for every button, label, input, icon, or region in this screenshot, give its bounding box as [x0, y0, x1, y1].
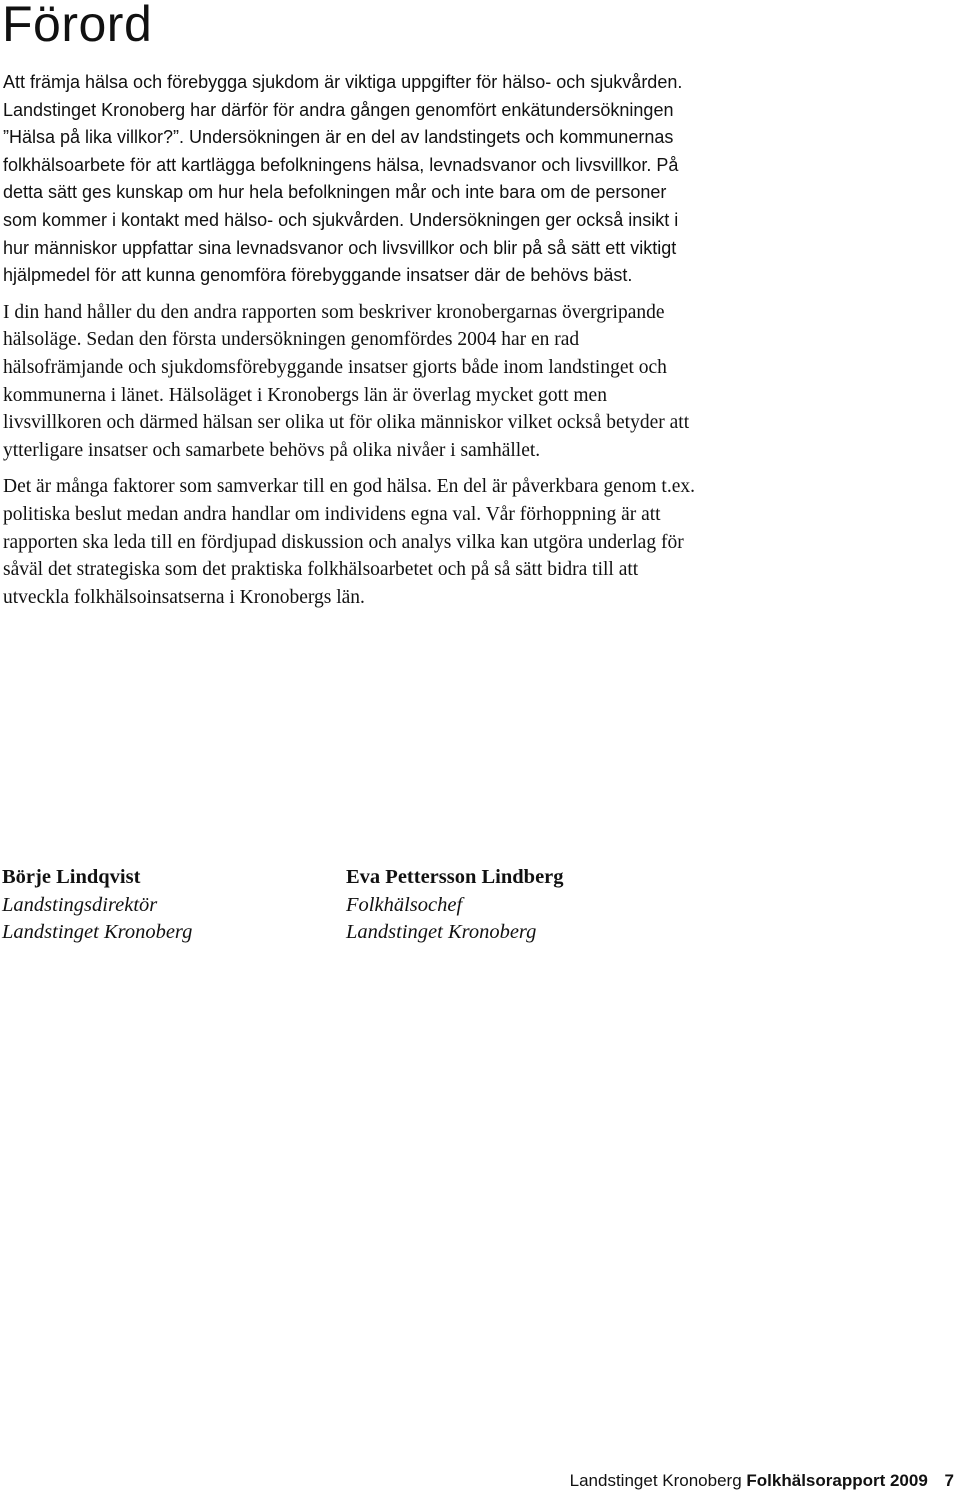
- signature-role: Landstingsdirektör: [2, 893, 158, 916]
- paragraph-intro: Att främja hälsa och förebygga sjukdom är viktiga uppgifter för hälso- och sjukvården. Landstinget Kronoberg har därför för andra gången genomfört enkätundersökningen ”Hälsa på lika villkor?”. Undersökningen är en del av landstingets och kommunernas folkhälsoarbete för att kartlägga befolkningens hälsa, levnadsvanor och livsvillkor. På detta sätt ges kunskap om hur hela befolkningen mår och inte bara om de personer som kommer i kontakt med hälso- och sjukvården. Undersökningen ger också insikt i hur människor uppfattar sina levnadsvanor och livsvillkor och blir på så sätt ett viktigt hjälpmedel för att kunna genomföra förebyggande insatser där de behövs bäst.: [3, 72, 683, 286]
- footer-report-title: Folkhälsorapport 2009: [746, 1471, 928, 1490]
- signature-org: Landstinget Kronoberg: [346, 921, 537, 944]
- signature-org: Landstinget Kronoberg: [2, 921, 193, 944]
- page-number: 7: [944, 1471, 954, 1490]
- signature-block-left: [2, 864, 192, 947]
- paragraph-factors: Det är många faktorer som samverkar till en god hälsa. En del är påverkbara genom t.ex. politiska beslut medan andra handlar om individens egna val. Vår förhoppning är att rapporten ska leda till en fördjupad diskussion och analys vilka kan utgöra underlag för såväl det strategiska som det praktiska folkhälsoarbetet och på så sätt bidra till att utveckla folkhälsoinsatserna i Kronobergs län.: [3, 476, 695, 608]
- signature-role: Folkhälsochef: [346, 893, 463, 916]
- body-text: [3, 69, 703, 620]
- footer-publisher: Landstinget Kronoberg: [569, 1471, 742, 1490]
- signature-name: Börje Lindqvist: [2, 866, 141, 888]
- page-footer: [570, 1471, 954, 1491]
- page-title: Förord: [2, 0, 153, 52]
- paragraph-report: I din hand håller du den andra rapporten som beskriver kronobergarnas övergripande hälsoläge. Sedan den första undersökningen genomfördes 2004 har en rad hälsofrämjande och sjukdomsförebyggande insatser gjorts både inom landstinget och kommunerna i länet. Hälsoläget i Kronobergs län är överlag mycket gott men livsvillkoren och därmed hälsan ser olika ut för olika människor vilket också betyder att ytterligare insatser och samarbete behövs på olika nivåer i samhället.: [3, 301, 690, 461]
- signature-name: Eva Pettersson Lindberg: [346, 866, 564, 888]
- signature-block-right: [346, 864, 564, 947]
